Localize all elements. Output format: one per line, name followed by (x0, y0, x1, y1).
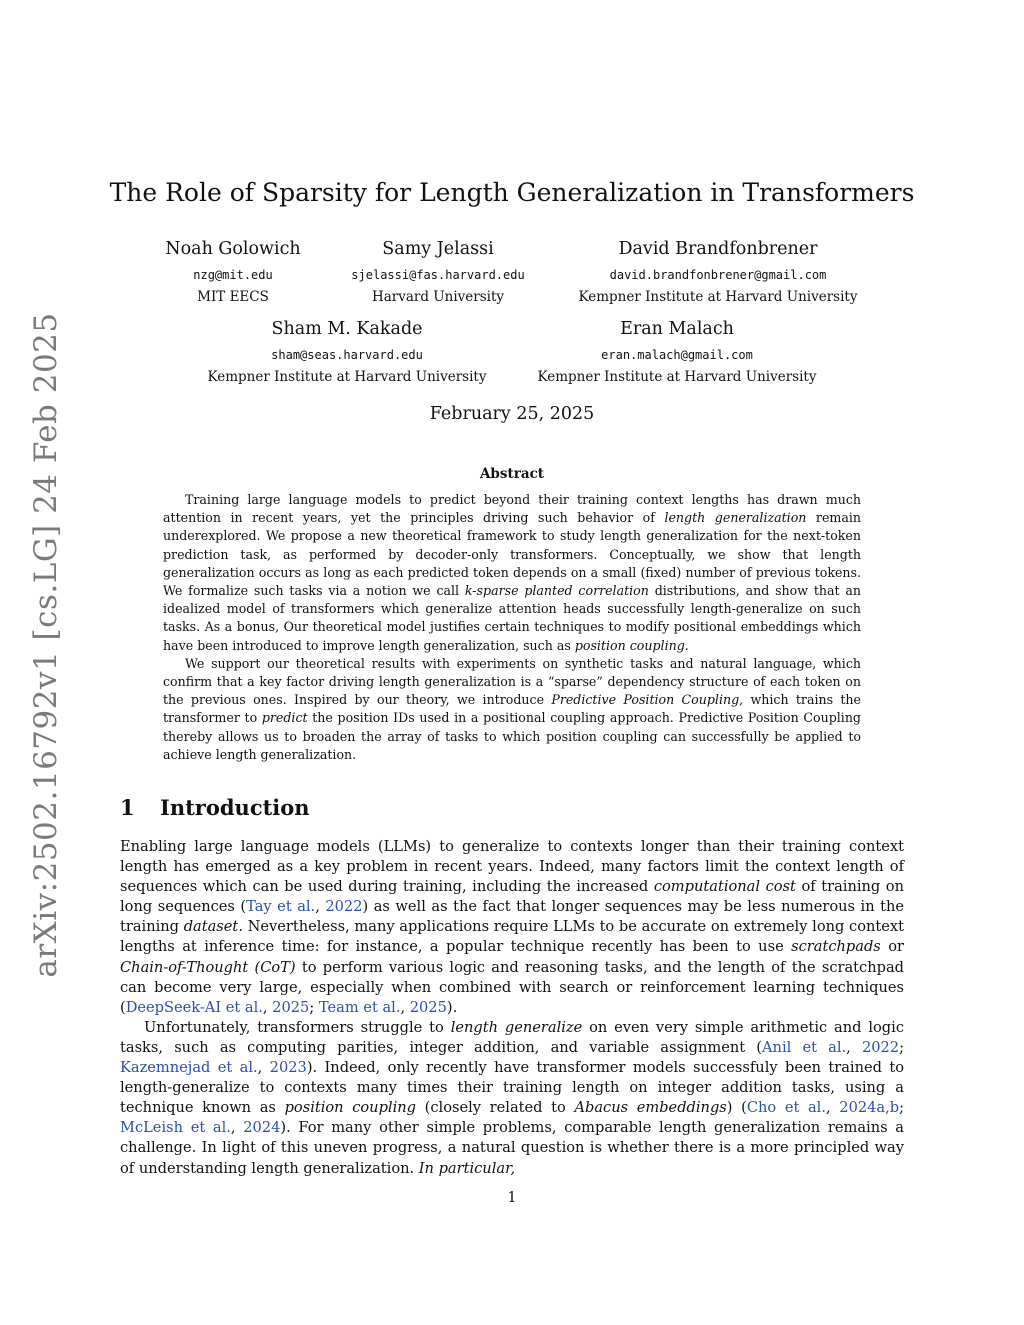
author-email[interactable]: eran.malach@gmail.com (601, 348, 753, 362)
section-heading (120, 795, 310, 820)
citation-link[interactable]: 2025 (409, 998, 447, 1016)
citation-link[interactable]: 2022 (325, 898, 363, 916)
abstract-heading: Abstract (479, 466, 545, 482)
citation-link[interactable]: McLeish et al. (120, 1119, 231, 1137)
citation-link[interactable]: Tay et al. (246, 898, 316, 916)
citation-link[interactable]: Kazemnejad et al. (120, 1059, 258, 1077)
author-email[interactable]: david.brandfonbrener@gmail.com (609, 268, 827, 282)
abstract-paragraph: Training large language models to predict beyond their training context lengths has drawn much attention in recent years, yet the principles driving such behavior of length generalization remain underexplored. We propose a new theoretical framework to study length generalization for the next-token prediction task, as performed by decoder-only transformers. Conceptually, we show that length generalization occurs as long as each predicted token depends on a small (fixed) number of previous tokens. We formalize such tasks via a notion we call k-sparse planted correlation distributions, and show that an idealized model of transformers which generalize attention heads successfully length-generalize on such tasks. As a bonus, Our theoretical model justifies certain techniques to modify positional embeddings which have been introduced to improve length generalization, such as position coupling. (163, 492, 862, 653)
author-affiliation: Kempner Institute at Harvard University (207, 369, 487, 385)
section-number: 1 (120, 795, 135, 820)
citation-link[interactable]: 2024 (243, 1119, 281, 1137)
author-name: Noah Golowich (165, 239, 301, 259)
author-affiliation: Kempner Institute at Harvard University (578, 289, 858, 305)
page-number: 1 (507, 1190, 517, 1206)
citation-link[interactable]: Team et al. (318, 998, 401, 1016)
author-affiliation: Harvard University (371, 289, 505, 305)
author-email[interactable]: nzg@mit.edu (193, 268, 273, 282)
citation-link[interactable]: DeepSeek-AI et al. (125, 998, 263, 1016)
author-block (187, 318, 507, 386)
abstract-paragraph: We support our theoretical results with experiments on synthetic tasks and natural language, which confirm that a key factor driving length generalization is a “sparse” dependency structure of each token on the previous ones. Inspired by our theory, we introduce Predictive Position Coupling, which trains the transformer to predict the position IDs used in a positional coupling approach. Predictive Position Coupling thereby allows us to broaden the array of tasks to which position coupling can successfully be applied to achieve length generalization. (163, 655, 861, 762)
author-email[interactable]: sjelassi@fas.harvard.edu (351, 268, 525, 282)
paper-title: The Role of Sparsity for Length Generalization in Transformers (109, 178, 915, 207)
author-name: Samy Jelassi (382, 239, 494, 259)
citation-link[interactable]: Cho et al. (746, 1099, 826, 1117)
citation-link[interactable]: 2023 (269, 1059, 307, 1077)
author-name: Sham M. Kakade (271, 319, 423, 339)
publication-date: February 25, 2025 (429, 404, 595, 424)
abstract-body (163, 491, 861, 764)
citation-link[interactable]: 2022 (861, 1038, 900, 1056)
introduction-body (120, 837, 904, 1179)
author-name: Eran Malach (620, 319, 734, 339)
author-affiliation: MIT EECS (197, 289, 269, 305)
author-email[interactable]: sham@seas.harvard.edu (271, 348, 423, 362)
intro-paragraph: Enabling large language models (LLMs) to generalize to contexts longer than their training context length has emerged as a key problem in recent years. Indeed, many factors limit the context length of sequences which can be used during training, including the increased computational cost of training on long sequences (Tay et al., 2022) as well as the fact that longer sequences may be less numerous in the training dataset. Nevertheless, many applications require LLMs to be accurate on extremely long context lengths at inference time: for instance, a popular technique recently has been to use scratchpads or Chain-of-Thought (CoT) to perform various logic and reasoning tasks, and the length of the scratchpad can become very large, especially when combined with search or reinforcement learning techniques (DeepSeek-AI et al., 2025; Team et al., 2025). (120, 838, 905, 1016)
author-block (517, 318, 837, 386)
arxiv-stamp: arXiv:2502.16792v1 [cs.LG] 24 Feb 2025 (28, 312, 64, 978)
citation-link[interactable]: 2024a,b (839, 1099, 900, 1117)
section-title: Introduction (160, 795, 310, 820)
citation-link[interactable]: Anil et al. (762, 1038, 847, 1056)
author-affiliation: Kempner Institute at Harvard University (537, 369, 817, 385)
author-block (278, 238, 598, 306)
author-name: David Brandfonbrener (618, 239, 818, 259)
citation-link[interactable]: 2025 (272, 998, 310, 1016)
intro-paragraph: Unfortunately, transformers struggle to length generalize on even very simple arithmetic and logic tasks, such as computing parities, integer addition, and variable assignment (Anil et al., 2022; Kazemnejad et al., 2023). Indeed, only recently have transformer models successfuly been trained to length-generalize to contexts many times their training length on integer addition tasks, using a technique known as position coupling (closely related to Abacus embeddings) (Cho et al., 2024a,b; McLeish et al., 2024). For many other simple problems, comparable length generalization remains a challenge. In light of this uneven progress, a natural question is whether there is a more principled way of understanding length generalization. In particular, (120, 1018, 905, 1177)
author-block (558, 238, 878, 306)
